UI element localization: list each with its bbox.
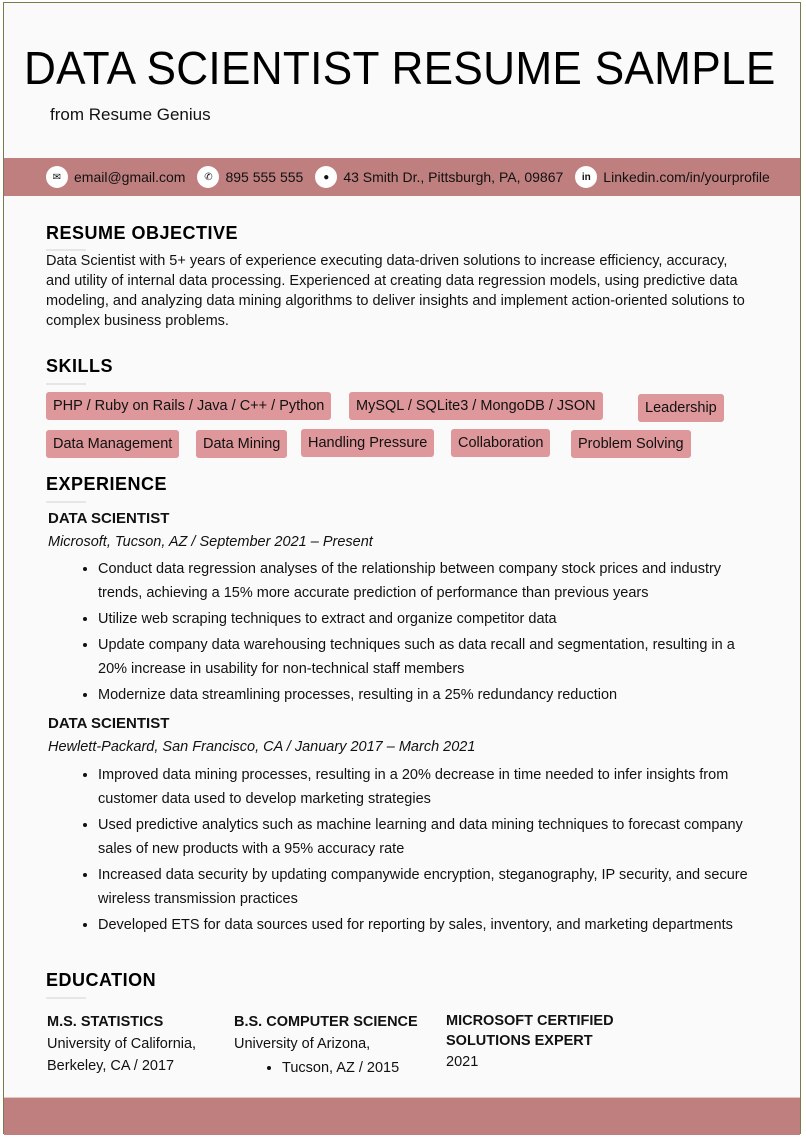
skill-tag: Data Management (46, 430, 179, 458)
degree-title: M.S. STATISTICS (47, 1014, 164, 1030)
job-bullet: • Update company data warehousing techniques such as data recall and segmentation, resulting in a 20% increase in usability for non-technical staff members (98, 633, 758, 681)
resume-title: DATA SCIENTIST RESUME SAMPLE (24, 42, 776, 94)
school-location-list (234, 1055, 434, 1081)
contact-linkedin-text: Linkedin.com/in/yourprofile (603, 169, 770, 185)
education-heading: EDUCATION (46, 970, 157, 990)
skills-heading: SKILLS (46, 356, 114, 376)
job-bullet: • Utilize web scraping techniques to extract and organize competitor data (98, 607, 758, 631)
skill-tag: PHP / Ruby on Rails / Java / C++ / Python (46, 392, 331, 420)
job-bullets (46, 763, 758, 939)
contact-email-text: email@gmail.com (74, 169, 186, 185)
job-bullet: • Developed ETS for data sources used for reporting by sales, inventory, and marketing departments (98, 913, 758, 937)
degree-title: B.S. COMPUTER SCIENCE (234, 1014, 418, 1030)
linkedin-icon: in (575, 166, 597, 188)
job-bullet: • Increased data security by updating companywide encryption, steganography, IP security, and secure wireless transmission practices (98, 863, 758, 911)
job-title: DATA SCIENTIST (48, 715, 170, 732)
school-location-year: Berkeley, CA / 2017 (47, 1058, 175, 1074)
skill-tag: Handling Pressure (301, 429, 434, 457)
skill-tag: MySQL / SQLite3 / MongoDB / JSON (349, 392, 603, 420)
objective-heading: RESUME OBJECTIVE (46, 223, 239, 243)
job-meta: Hewlett-Packard, San Francisco, CA / January 2017 – March 2021 (48, 739, 476, 755)
education-entry (446, 1011, 646, 1073)
job-bullet: • Modernize data streamlining processes, resulting in a 25% redundancy reduction (98, 683, 758, 707)
job-title: DATA SCIENTIST (48, 510, 170, 527)
job-bullet: • Improved data mining processes, resulting in a 20% decrease in time needed to infer insights from customer data used to develop marketing strategies (98, 763, 758, 811)
experience-heading: EXPERIENCE (46, 474, 168, 494)
contact-phone[interactable] (197, 166, 303, 188)
contact-linkedin[interactable] (575, 166, 770, 188)
school-name: University of California, (47, 1036, 197, 1052)
section-divider (46, 997, 86, 999)
school-location-year: • Tucson, AZ / 2015 (282, 1055, 434, 1081)
contact-bar (4, 158, 800, 196)
resume-subtitle: from Resume Genius (50, 105, 211, 124)
skill-tag: Data Mining (196, 430, 287, 458)
footer-bar (4, 1097, 800, 1135)
job-meta: Microsoft, Tucson, AZ / September 2021 – Present (48, 534, 373, 550)
job-bullet: • Used predictive analytics such as machine learning and data mining techniques to forecast company sales of new products with a 95% accuracy rate (98, 813, 758, 861)
certification-year: 2021 (446, 1054, 479, 1070)
objective-text: Data Scientist with 5+ years of experience executing data-driven solutions to increase efficiency, accuracy, and utility of internal data processing. Experienced at creating data regression models, using predictive data modeling, and analyzing data mining algorithms to deliver insights and implement action-oriented solutions to complex business problems. (46, 253, 745, 329)
section-divider (46, 501, 86, 503)
job-bullet: • Conduct data regression analyses of the relationship between company stock prices and industry trends, achieving a 15% more accurate prediction of performance than previous years (98, 557, 758, 605)
job-bullets (46, 557, 758, 709)
phone-icon: ✆ (197, 166, 219, 188)
contact-address (315, 166, 563, 188)
degree-title: MICROSOFT CERTIFIED SOLUTIONS EXPERT (446, 1013, 614, 1049)
resume-page (3, 2, 801, 1134)
contact-phone-text: 895 555 555 (225, 169, 304, 185)
contact-address-text: 43 Smith Dr., Pittsburgh, PA, 09867 (343, 169, 564, 185)
skill-tag: Collaboration (451, 429, 550, 457)
skill-tag: Problem Solving (571, 430, 691, 458)
skill-tag: Leadership (638, 394, 724, 422)
education-entry (234, 1011, 434, 1081)
section-divider (46, 383, 86, 385)
map-pin-icon: ● (315, 166, 337, 188)
education-entry (47, 1011, 227, 1077)
contact-email[interactable] (46, 166, 185, 188)
envelope-icon: ✉ (46, 166, 68, 188)
school-name: University of Arizona, (234, 1036, 371, 1052)
